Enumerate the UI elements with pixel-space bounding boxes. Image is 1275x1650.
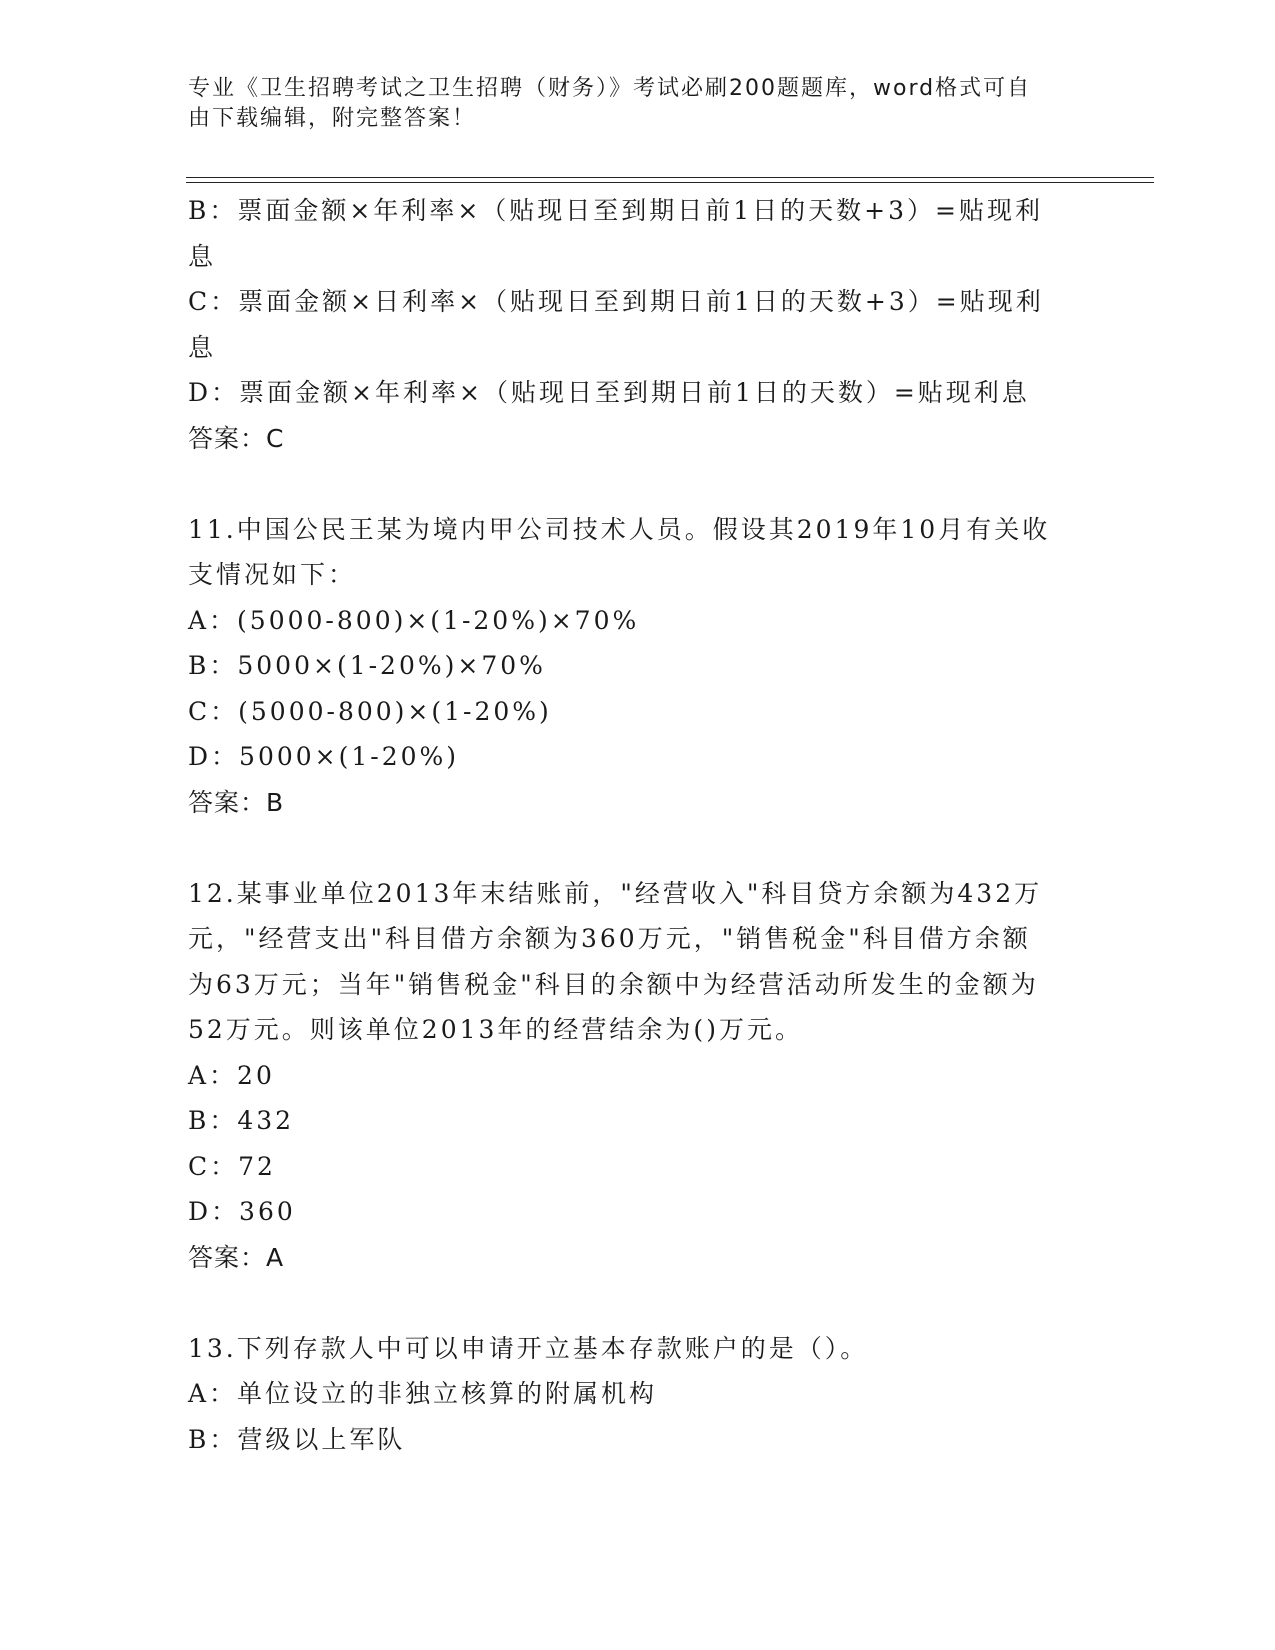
question-stem: 11.中国公民王某为境内甲公司技术人员。假设其2019年10月有关收 (188, 514, 1051, 544)
option-c: C：72 (188, 1151, 276, 1181)
question-stem: 13.下列存款人中可以申请开立基本存款账户的是（）。 (188, 1333, 869, 1363)
header-line-1: 专业《卫生招聘考试之卫生招聘（财务）》考试必刷200题题库，word格式可自 (188, 76, 1032, 101)
document-body (188, 188, 1088, 1462)
header-line-2: 由下载编辑，附完整答案！ (188, 106, 477, 131)
option-b: B：营级以上军队 (188, 1424, 406, 1454)
answer: 答案：A (188, 1242, 285, 1272)
option-c: C：(5000-800)×(1-20%) (188, 696, 552, 726)
header-divider-bottom (186, 182, 1154, 183)
option-b: B：票面金额×年利率×（贴现日至到期日前1日的天数+3）=贴现利 (188, 196, 1043, 225)
question-stem-continued: 为63万元；当年"销售税金"科目的余额中为经营活动所发生的金额为 (188, 969, 1039, 999)
option-b: B：432 (188, 1106, 295, 1135)
option-d: D：360 (188, 1197, 296, 1226)
option-c: C：票面金额×日利率×（贴现日至到期日前1日的天数+3）=贴现利 (188, 287, 1044, 316)
spacer (188, 461, 1088, 507)
option-d: D：票面金额×年利率×（贴现日至到期日前1日的天数）=贴现利息 (188, 378, 1030, 407)
header-divider-top (186, 177, 1154, 178)
option-b: B：5000×(1-20%)×70% (188, 651, 546, 680)
spacer (188, 1280, 1088, 1326)
option-a: A：(5000-800)×(1-20%)×70% (188, 605, 640, 635)
question-12 (188, 871, 1088, 1281)
question-13 (188, 1326, 1088, 1463)
option-d: D：5000×(1-20%) (188, 742, 460, 771)
option-a: A：20 (188, 1060, 275, 1090)
question-stem-continued: 52万元。则该单位2013年的经营结余为()万元。 (188, 1015, 803, 1044)
question-stem-continued: 支情况如下： (188, 560, 357, 589)
spacer (188, 825, 1088, 871)
answer: 答案：B (188, 787, 285, 817)
answer: 答案：C (188, 423, 285, 453)
option-b-continued: 息 (188, 241, 217, 271)
question-10-continued (188, 188, 1088, 461)
question-11 (188, 507, 1088, 826)
option-a: A：单位设立的非独立核算的附属机构 (188, 1379, 658, 1408)
question-stem-continued: 元，"经营支出"科目借方余额为360万元，"销售税金"科目借方余额 (188, 924, 1031, 953)
document-header (188, 74, 1068, 134)
option-c-continued: 息 (188, 332, 217, 362)
question-stem: 12.某事业单位2013年末结账前，"经营收入"科目贷方余额为432万 (188, 878, 1043, 908)
